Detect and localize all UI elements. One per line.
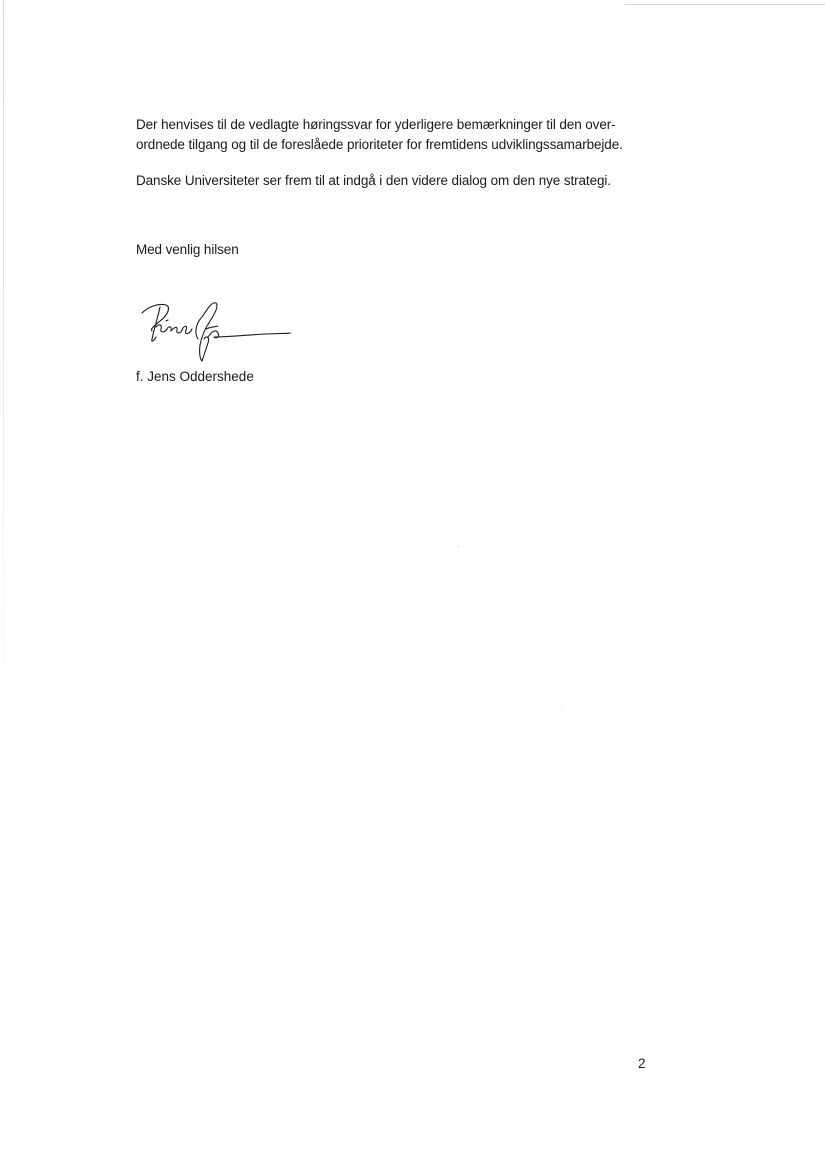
closing-salutation: Med venlig hilsen	[136, 242, 239, 257]
paragraph-line: Der henvises til de vedlagte høringssvar for yderligere bemærkninger til den over-	[136, 117, 616, 132]
scan-edge-top	[625, 4, 825, 5]
scan-edge-left	[3, 0, 4, 740]
paragraph-line: ordnede tilgang og til de foreslåede prioriteter for fremtidens udviklingssamarbejde.	[136, 137, 623, 152]
handwritten-signature	[136, 293, 296, 365]
scan-speck	[458, 546, 459, 547]
paragraph-dialog: Danske Universiteter ser frem til at indgå i den videre dialog om den nye strategi.	[136, 173, 611, 188]
signer-name: f. Jens Oddershede	[136, 369, 254, 384]
scan-speck	[296, 925, 297, 926]
paragraph-attachments	[136, 115, 656, 155]
scan-speck	[560, 705, 561, 706]
scan-speck	[410, 797, 411, 798]
page-number: 2	[638, 1056, 646, 1071]
